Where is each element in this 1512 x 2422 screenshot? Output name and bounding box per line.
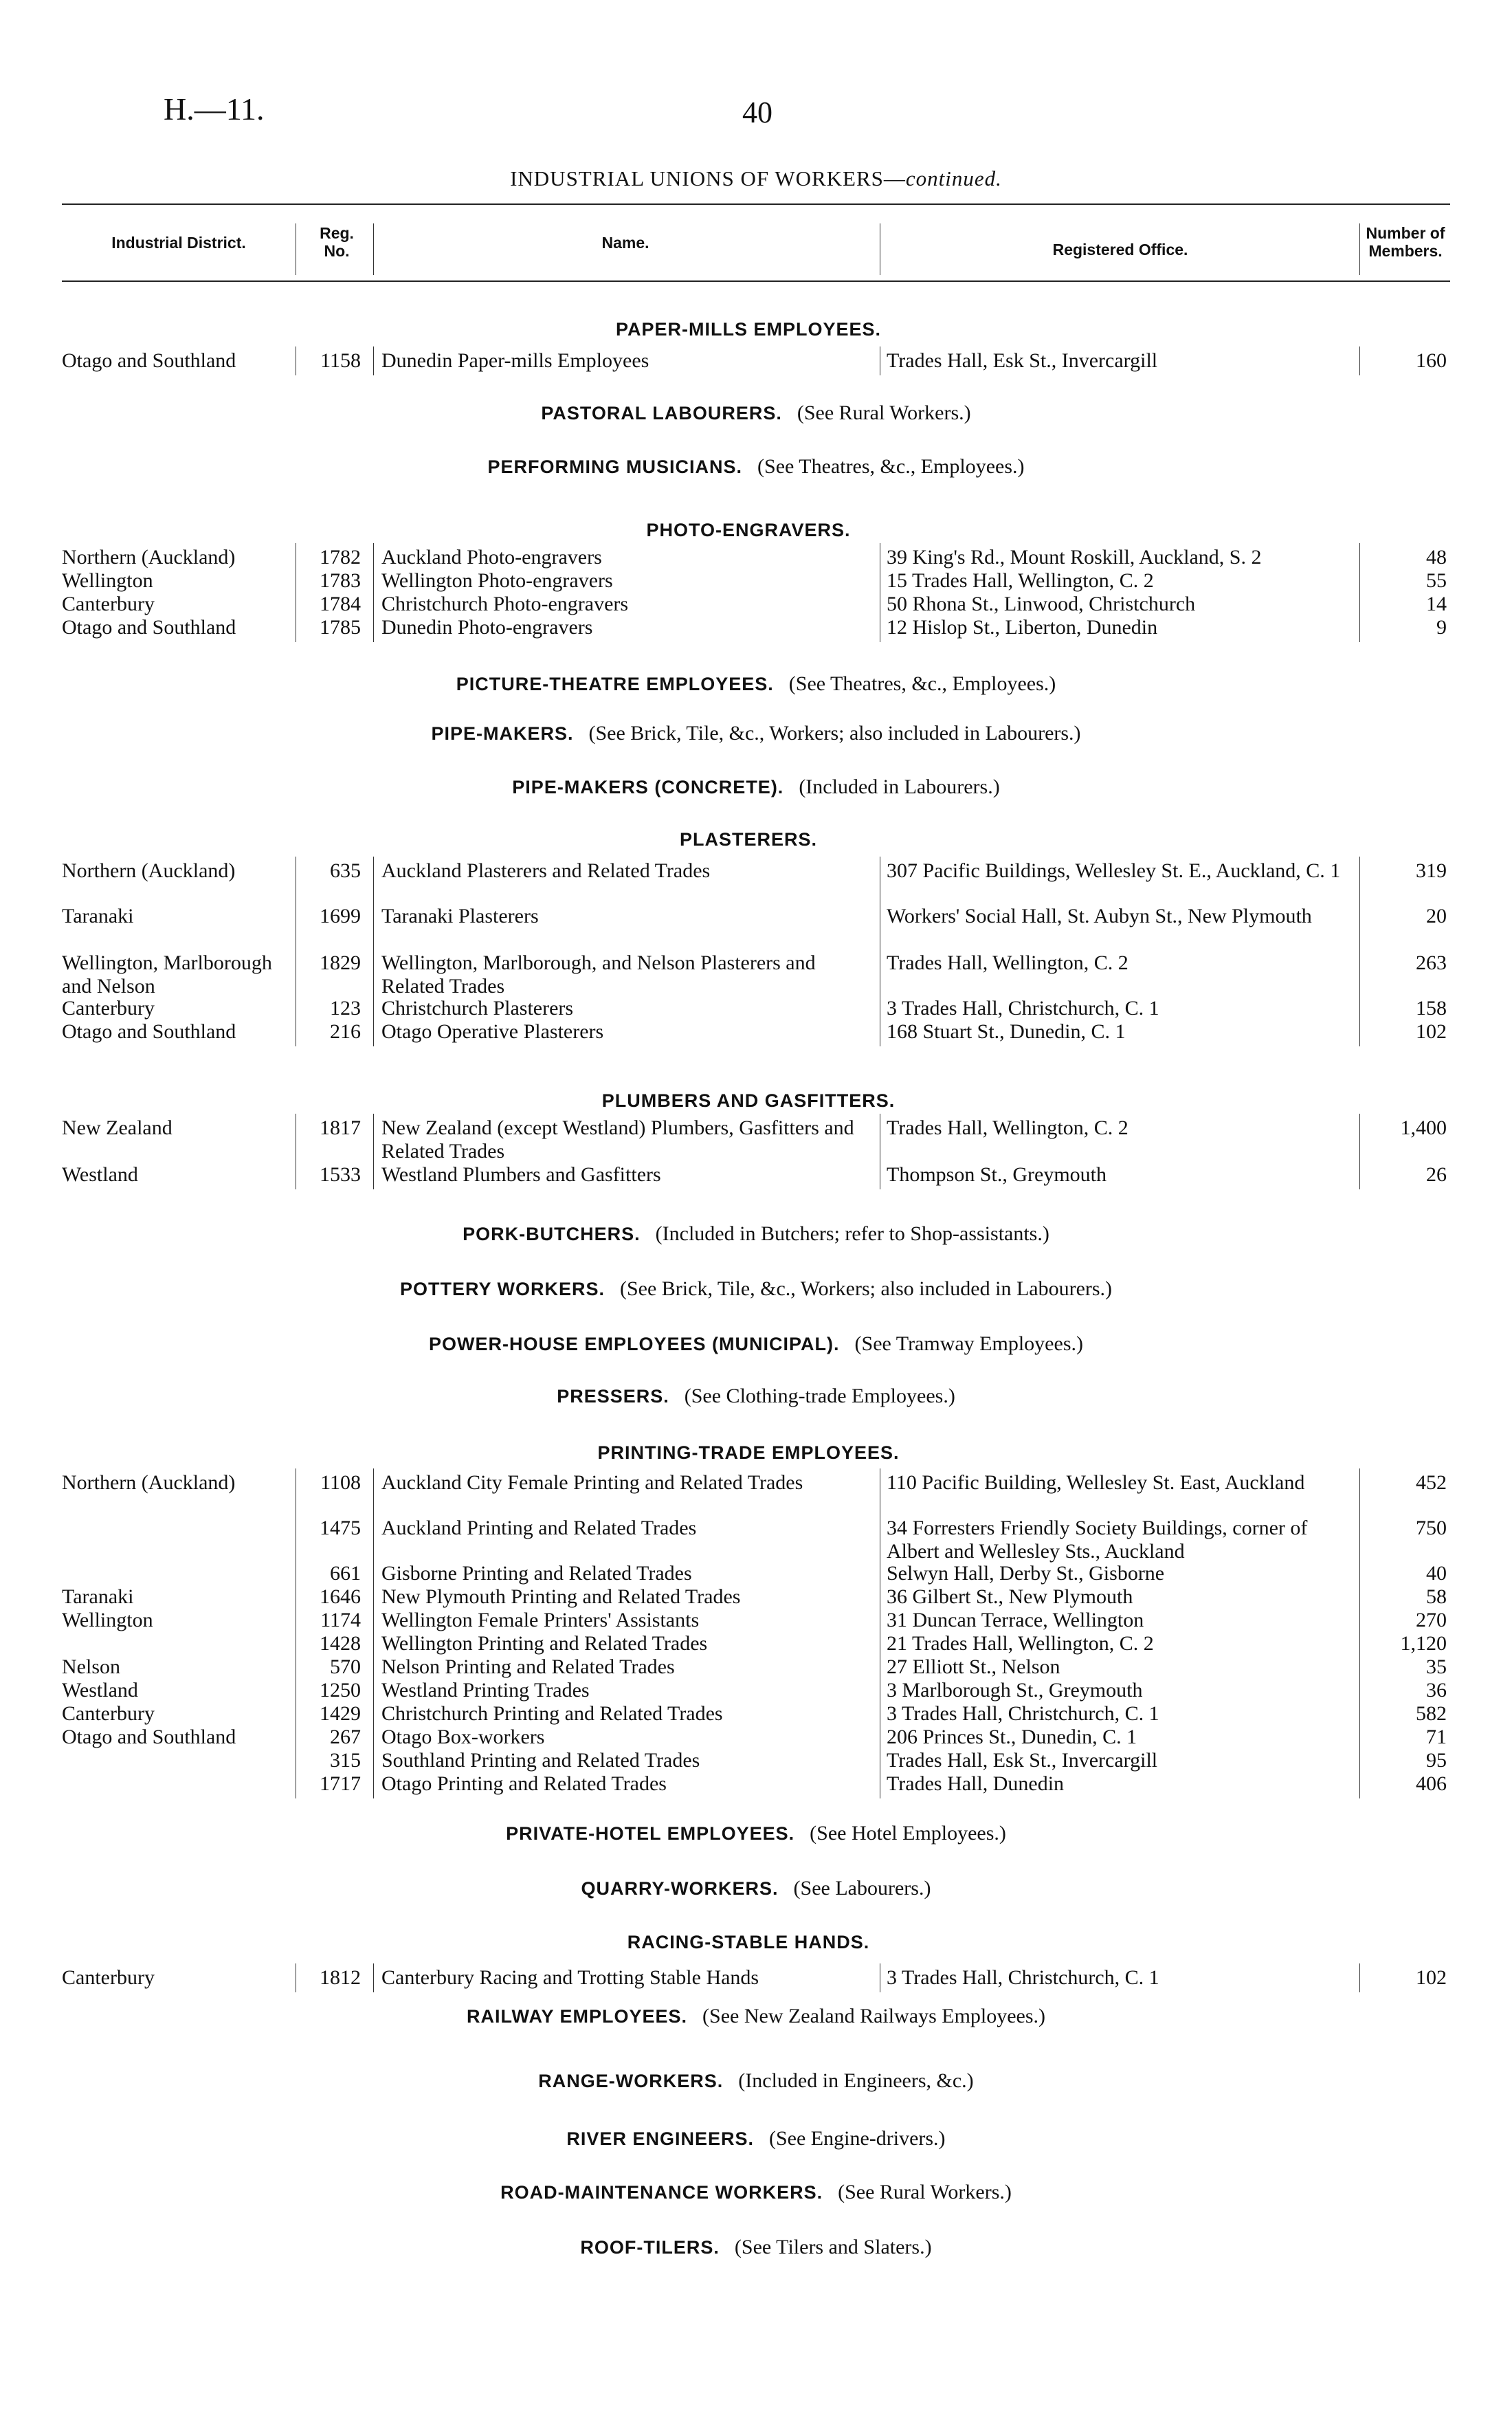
district-cell: Northern (Auckland) xyxy=(62,1471,236,1494)
reg-no-cell: 1646 xyxy=(320,1585,361,1608)
office-cell: 3 Trades Hall, Christchurch, C. 1 xyxy=(887,1966,1159,1989)
union-name-cell: Dunedin Paper-mills Employees xyxy=(381,349,649,372)
members-cell: 1,120 xyxy=(1400,1632,1447,1655)
section-title: PIPE-MAKERS (CONCRETE). xyxy=(512,777,784,797)
union-name-cell: Gisborne Printing and Related Trades xyxy=(381,1562,692,1585)
column-divider xyxy=(1359,223,1360,275)
office-cell: Selwyn Hall, Derby St., Gisborne xyxy=(887,1562,1165,1585)
members-cell: 319 xyxy=(1416,859,1447,882)
district-cell: Northern (Auckland) xyxy=(62,546,236,569)
office-cell: Trades Hall, Esk St., Invercargill xyxy=(887,349,1158,372)
section-note: (See Theatres, &c., Employees.) xyxy=(788,672,1056,695)
reg-no-cell: 570 xyxy=(330,1655,361,1678)
office-cell: 39 King's Rd., Mount Roskill, Auckland, S. 2 xyxy=(887,546,1262,569)
section-heading xyxy=(0,1385,1512,1408)
union-name-cell: New Plymouth Printing and Related Trades xyxy=(381,1585,741,1608)
section-title: PRIVATE-HOTEL EMPLOYEES. xyxy=(506,1823,795,1844)
office-cell: 168 Stuart St., Dunedin, C. 1 xyxy=(887,1020,1126,1043)
office-cell: 3 Trades Hall, Christchurch, C. 1 xyxy=(887,1702,1159,1725)
district-cell: Westland xyxy=(62,1679,138,1702)
column-divider xyxy=(1359,1963,1360,1992)
office-cell: Trades Hall, Wellington, C. 2 xyxy=(887,951,1129,974)
district-cell: Wellington xyxy=(62,569,153,592)
section-heading xyxy=(0,1877,1512,1900)
office-cell: 21 Trades Hall, Wellington, C. 2 xyxy=(887,1632,1154,1655)
union-name-cell: Nelson Printing and Related Trades xyxy=(381,1655,675,1678)
members-cell: 58 xyxy=(1426,1585,1447,1608)
reg-no-cell: 1782 xyxy=(320,546,361,569)
section-heading xyxy=(0,2181,1512,2204)
members-cell: 406 xyxy=(1416,1772,1447,1795)
office-cell: 50 Rhona St., Linwood, Christchurch xyxy=(887,593,1196,615)
reg-no-cell: 1717 xyxy=(320,1772,361,1795)
section-heading xyxy=(0,401,1512,425)
union-name-cell: Auckland Printing and Related Trades xyxy=(381,1517,697,1539)
section-heading xyxy=(0,828,1512,851)
members-cell: 582 xyxy=(1416,1702,1447,1725)
section-title: PLASTERERS. xyxy=(679,829,818,850)
section-heading xyxy=(0,2069,1512,2093)
union-name-cell: Christchurch Printing and Related Trades xyxy=(381,1702,723,1725)
section-note: (See Brick, Tile, &c., Workers; also included in Labourers.) xyxy=(619,1277,1113,1300)
page-title xyxy=(0,166,1512,191)
column-header-district: Industrial District. xyxy=(111,234,246,252)
reg-no-cell: 1533 xyxy=(320,1163,361,1186)
office-cell: Trades Hall, Dunedin xyxy=(887,1772,1065,1795)
union-name-cell: Auckland Plasterers and Related Trades xyxy=(381,859,711,882)
reg-no-cell: 1475 xyxy=(320,1517,361,1539)
district-cell: Canterbury xyxy=(62,1702,155,1725)
district-cell: Canterbury xyxy=(62,593,155,615)
section-note: (Included in Labourers.) xyxy=(799,775,1000,798)
column-header-members: Number of Members. xyxy=(1366,224,1445,260)
reg-no-cell: 1250 xyxy=(320,1679,361,1702)
section-note: (See New Zealand Railways Employees.) xyxy=(702,2005,1046,2027)
district-cell: New Zealand xyxy=(62,1116,173,1139)
union-name-cell: Otago Operative Plasterers xyxy=(381,1020,604,1043)
reg-no-cell: 1429 xyxy=(320,1702,361,1725)
section-heading xyxy=(0,1441,1512,1464)
members-cell: 750 xyxy=(1416,1517,1447,1539)
section-title: RIVER ENGINEERS. xyxy=(566,2128,754,2149)
reg-no-cell: 1784 xyxy=(320,593,361,615)
section-heading xyxy=(0,518,1512,542)
union-name-cell: Wellington, Marlborough, and Nelson Plasterers and Related Trades xyxy=(381,951,816,998)
reg-no-cell: 1428 xyxy=(320,1632,361,1655)
members-cell: 9 xyxy=(1436,616,1447,639)
members-cell: 1,400 xyxy=(1400,1116,1447,1139)
section-title: ROAD-MAINTENANCE WORKERS. xyxy=(500,2182,823,2203)
section-heading xyxy=(0,1930,1512,1954)
members-cell: 263 xyxy=(1416,951,1447,974)
union-name-cell: Otago Box-workers xyxy=(381,1726,545,1748)
district-cell: Otago and Southland xyxy=(62,1726,236,1748)
section-title: PIPE-MAKERS. xyxy=(431,723,574,744)
district-cell: Nelson xyxy=(62,1655,120,1678)
members-cell: 36 xyxy=(1426,1679,1447,1702)
section-title: POTTERY WORKERS. xyxy=(399,1279,605,1299)
section-note: (See Brick, Tile, &c., Workers; also included in Labourers.) xyxy=(588,722,1081,745)
column-divider xyxy=(373,1963,374,1992)
section-heading xyxy=(0,722,1512,745)
office-cell: Thompson St., Greymouth xyxy=(887,1163,1107,1186)
members-cell: 20 xyxy=(1426,905,1447,927)
reg-no-cell: 1783 xyxy=(320,569,361,592)
members-cell: 102 xyxy=(1416,1966,1447,1989)
union-name-cell: Christchurch Plasterers xyxy=(381,997,574,1020)
reg-no-cell: 1108 xyxy=(320,1471,361,1494)
column-header-name: Name. xyxy=(601,234,649,252)
union-name-cell: Otago Printing and Related Trades xyxy=(381,1772,667,1795)
members-cell: 55 xyxy=(1426,569,1447,592)
office-cell: Workers' Social Hall, St. Aubyn St., New Plymouth xyxy=(887,905,1312,927)
table-head-rule xyxy=(62,280,1450,282)
section-heading xyxy=(0,455,1512,478)
district-cell: Northern (Auckland) xyxy=(62,859,236,882)
section-title: PAPER-MILLS EMPLOYEES. xyxy=(615,319,882,340)
district-cell: Wellington xyxy=(62,1609,153,1631)
document-code: H.—11. xyxy=(164,91,265,126)
reg-no-cell: 267 xyxy=(330,1726,361,1748)
members-cell: 35 xyxy=(1426,1655,1447,1678)
district-cell: Wellington, Marlborough and Nelson xyxy=(62,951,272,998)
section-title: PORK-BUTCHERS. xyxy=(463,1224,641,1244)
section-heading xyxy=(0,2005,1512,2028)
section-heading xyxy=(0,1277,1512,1301)
union-name-cell: Wellington Female Printers' Assistants xyxy=(381,1609,700,1631)
section-note: (See Hotel Employees.) xyxy=(810,1822,1006,1845)
reg-no-cell: 1829 xyxy=(320,951,361,974)
section-heading xyxy=(0,1332,1512,1356)
column-divider xyxy=(373,223,374,275)
section-note: (See Theatres, &c., Employees.) xyxy=(757,455,1025,478)
union-name-cell: Wellington Photo-engravers xyxy=(381,569,613,592)
section-note: (See Rural Workers.) xyxy=(797,401,971,424)
column-header-office: Registered Office. xyxy=(1052,241,1188,258)
section-heading xyxy=(0,2236,1512,2259)
column-divider xyxy=(1359,346,1360,375)
union-name-cell: Westland Printing Trades xyxy=(381,1679,590,1702)
section-title: POWER-HOUSE EMPLOYEES (MUNICIPAL). xyxy=(429,1334,840,1354)
members-cell: 160 xyxy=(1416,349,1447,372)
reg-no-cell: 216 xyxy=(330,1020,361,1043)
members-cell: 102 xyxy=(1416,1020,1447,1043)
office-cell: 110 Pacific Building, Wellesley St. East, Auckland xyxy=(887,1471,1305,1494)
district-cell: Taranaki xyxy=(62,905,134,927)
members-cell: 158 xyxy=(1416,997,1447,1020)
section-title: PRESSERS. xyxy=(557,1386,669,1407)
section-note: (See Rural Workers.) xyxy=(838,2181,1012,2203)
section-title: ROOF-TILERS. xyxy=(580,2237,720,2258)
section-note: (Included in Butchers; refer to Shop-assistants.) xyxy=(655,1222,1049,1245)
column-divider xyxy=(373,1468,374,1798)
section-title: PERFORMING MUSICIANS. xyxy=(487,456,743,477)
district-cell: Canterbury xyxy=(62,997,155,1020)
members-cell: 26 xyxy=(1426,1163,1447,1186)
section-heading xyxy=(0,318,1512,341)
section-heading xyxy=(0,775,1512,799)
office-cell: Trades Hall, Wellington, C. 2 xyxy=(887,1116,1129,1139)
reg-no-cell: 635 xyxy=(330,859,361,882)
section-heading xyxy=(0,1222,1512,1246)
office-cell: 3 Marlborough St., Greymouth xyxy=(887,1679,1143,1702)
district-cell: Taranaki xyxy=(62,1585,134,1608)
page-title-text: INDUSTRIAL UNIONS OF WORKERS— xyxy=(510,166,906,190)
office-cell: 307 Pacific Buildings, Wellesley St. E., Auckland, C. 1 xyxy=(887,859,1341,882)
section-title: PHOTO-ENGRAVERS. xyxy=(646,520,851,540)
union-name-cell: New Zealand (except Westland) Plumbers, Gasfitters and Related Trades xyxy=(381,1116,854,1163)
members-cell: 48 xyxy=(1426,546,1447,569)
union-name-cell: Westland Plumbers and Gasfitters xyxy=(381,1163,661,1186)
column-divider xyxy=(1359,543,1360,642)
office-cell: 3 Trades Hall, Christchurch, C. 1 xyxy=(887,997,1159,1020)
column-divider xyxy=(373,857,374,1046)
section-note: (See Clothing-trade Employees.) xyxy=(684,1385,955,1407)
union-name-cell: Wellington Printing and Related Trades xyxy=(381,1632,708,1655)
district-cell: Canterbury xyxy=(62,1966,155,1989)
section-note: (See Tramway Employees.) xyxy=(854,1332,1083,1355)
section-title: RACING-STABLE HANDS. xyxy=(627,1932,870,1952)
column-divider xyxy=(373,543,374,642)
section-title: PLUMBERS AND GASFITTERS. xyxy=(601,1090,896,1111)
union-name-cell: Christchurch Photo-engravers xyxy=(381,593,629,615)
union-name-cell: Dunedin Photo-engravers xyxy=(381,616,593,639)
reg-no-cell: 315 xyxy=(330,1749,361,1772)
section-title: PICTURE-THEATRE EMPLOYEES. xyxy=(456,674,774,694)
section-title: QUARRY-WORKERS. xyxy=(581,1878,779,1899)
office-cell: 206 Princes St., Dunedin, C. 1 xyxy=(887,1726,1137,1748)
reg-no-cell: 1699 xyxy=(320,905,361,927)
office-cell: 27 Elliott St., Nelson xyxy=(887,1655,1060,1678)
table-top-rule xyxy=(62,203,1450,205)
reg-no-cell: 1817 xyxy=(320,1116,361,1139)
reg-no-cell: 1812 xyxy=(320,1966,361,1989)
members-cell: 14 xyxy=(1426,593,1447,615)
section-title: RANGE-WORKERS. xyxy=(538,2071,724,2091)
members-cell: 95 xyxy=(1426,1749,1447,1772)
district-cell: Otago and Southland xyxy=(62,349,236,372)
page-title-continued: continued. xyxy=(905,166,1002,190)
reg-no-cell: 123 xyxy=(330,997,361,1020)
section-heading xyxy=(0,2127,1512,2150)
section-title: PASTORAL LABOURERS. xyxy=(541,403,782,423)
page-number: 40 xyxy=(742,96,772,129)
office-cell: 36 Gilbert St., New Plymouth xyxy=(887,1585,1133,1608)
union-name-cell: Auckland Photo-engravers xyxy=(381,546,602,569)
office-cell: 34 Forresters Friendly Society Buildings, corner of Albert and Wellesley Sts., Auckland xyxy=(887,1517,1308,1563)
section-note: (See Engine-drivers.) xyxy=(768,2127,946,2150)
column-divider xyxy=(373,346,374,375)
section-heading xyxy=(0,672,1512,696)
section-note: (See Tilers and Slaters.) xyxy=(734,2236,932,2258)
union-name-cell: Auckland City Female Printing and Related Trades xyxy=(381,1471,803,1494)
members-cell: 452 xyxy=(1416,1471,1447,1494)
members-cell: 270 xyxy=(1416,1609,1447,1631)
column-header-reg: Reg. No. xyxy=(320,224,354,260)
reg-no-cell: 1158 xyxy=(320,349,361,372)
section-note: (See Labourers.) xyxy=(793,1877,931,1900)
district-cell: Otago and Southland xyxy=(62,1020,236,1043)
section-heading xyxy=(0,1089,1512,1112)
reg-no-cell: 1174 xyxy=(320,1609,361,1631)
section-heading xyxy=(0,1822,1512,1845)
column-divider xyxy=(1359,1114,1360,1189)
office-cell: 12 Hislop St., Liberton, Dunedin xyxy=(887,616,1158,639)
column-divider xyxy=(373,1114,374,1189)
office-cell: Trades Hall, Esk St., Invercargill xyxy=(887,1749,1158,1772)
reg-no-cell: 661 xyxy=(330,1562,361,1585)
union-name-cell: Taranaki Plasterers xyxy=(381,905,539,927)
members-cell: 40 xyxy=(1426,1562,1447,1585)
union-name-cell: Canterbury Racing and Trotting Stable Hands xyxy=(381,1966,759,1989)
section-note: (Included in Engineers, &c.) xyxy=(738,2069,974,2092)
district-cell: Westland xyxy=(62,1163,138,1186)
district-cell: Otago and Southland xyxy=(62,616,236,639)
union-name-cell: Southland Printing and Related Trades xyxy=(381,1749,700,1772)
members-cell: 71 xyxy=(1426,1726,1447,1748)
column-divider xyxy=(1359,857,1360,1046)
section-title: PRINTING-TRADE EMPLOYEES. xyxy=(597,1442,900,1463)
column-divider xyxy=(1359,1468,1360,1798)
reg-no-cell: 1785 xyxy=(320,616,361,639)
office-cell: 31 Duncan Terrace, Wellington xyxy=(887,1609,1144,1631)
section-title: RAILWAY EMPLOYEES. xyxy=(466,2006,688,2027)
office-cell: 15 Trades Hall, Wellington, C. 2 xyxy=(887,569,1154,592)
